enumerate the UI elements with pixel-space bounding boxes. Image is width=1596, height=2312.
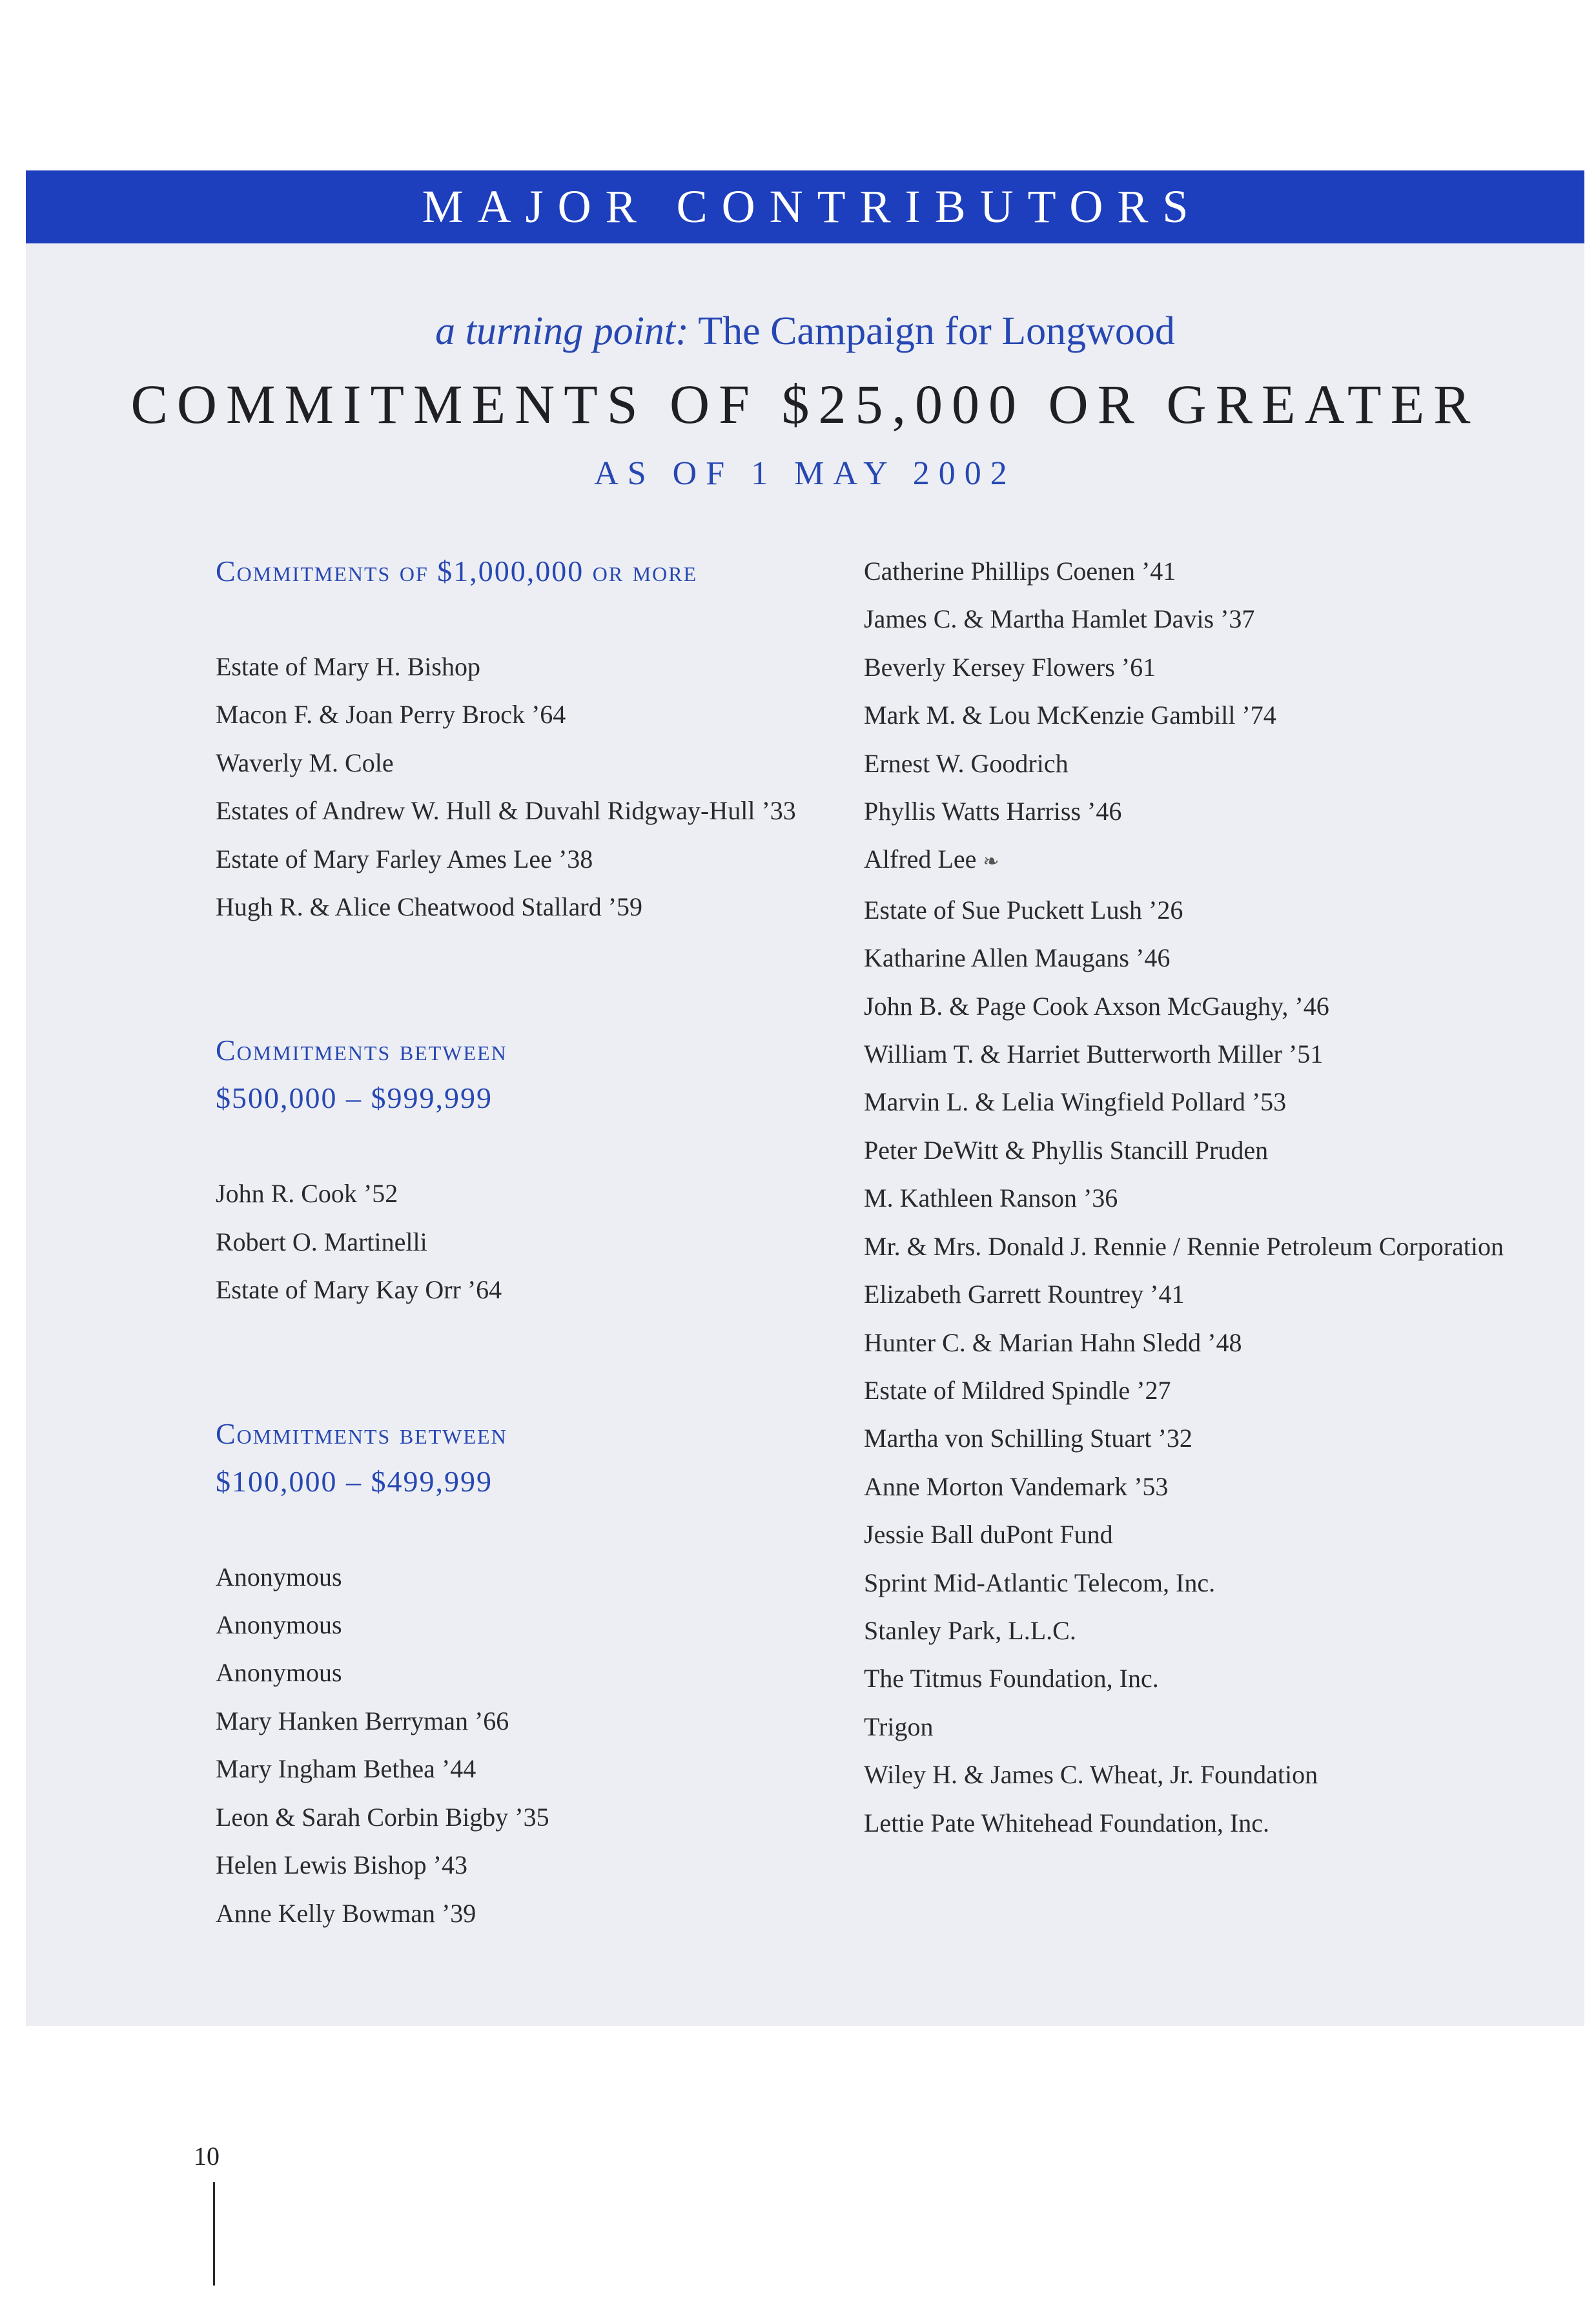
list-item: Mary Ingham Bethea ’44 [216,1754,476,1784]
list-item-text: Alfred Lee [864,844,977,874]
list-item: Anne Morton Vandemark ’53 [864,1471,1169,1501]
list-item: Elizabeth Garrett Rountrey ’41 [864,1280,1185,1309]
list-item: Hunter C. & Marian Hahn Sledd ’48 [864,1327,1242,1357]
list-item: John B. & Page Cook Axson McGaughy, ’46 [864,991,1329,1021]
list-item: Mary Hanken Berryman ’66 [216,1706,509,1735]
list-item: Sprint Mid-Atlantic Telecom, Inc. [864,1568,1216,1597]
list-item: Estate of Mary H. Bishop [216,652,480,681]
list-item: Catherine Phillips Coenen ’41 [864,557,1176,586]
as-of-date: AS OF 1 MAY 2002 [594,455,1016,492]
section-heading-line: Commitments between [216,1034,507,1067]
campaign-subtitle [26,309,1584,354]
section-heading-range: $100,000 – $499,999 [216,1464,493,1498]
leaf-ornament-icon: ❧ [983,851,999,873]
list-item: The Titmus Foundation, Inc. [864,1664,1159,1693]
list-item: M. Kathleen Ranson ’36 [864,1183,1118,1213]
list-item: Ernest W. Goodrich [864,748,1069,778]
banner-title: MAJOR CONTRIBUTORS [422,181,1203,232]
folio-rule [213,2182,215,2286]
list-item: Anonymous [216,1610,342,1640]
list-item: Estate of Mary Kay Orr ’64 [216,1275,502,1305]
list-item: Waverly M. Cole [216,748,394,777]
list-item [864,835,1581,886]
list-item: Estates of Andrew W. Hull & Duvahl Ridgway-Hull ’33 [216,796,796,826]
list-item: Estate of Mildred Spindle ’27 [864,1375,1171,1405]
section-banner [26,170,1584,243]
list-item: Mr. & Mrs. Donald J. Rennie / Rennie Petroleum Corporation [864,1231,1504,1261]
list-item: Katharine Allen Maugans ’46 [864,943,1171,973]
page-title: COMMITMENTS OF $25,000 OR GREATER [130,373,1480,435]
list-item: Beverly Kersey Flowers ’61 [864,652,1156,682]
list-item: Jessie Ball duPont Fund [864,1520,1113,1550]
page-number: 10 [194,2142,220,2171]
list-item: Marvin L. & Lelia Wingfield Pollard ’53 [864,1087,1287,1117]
list-item: Peter DeWitt & Phyllis Stancill Pruden [864,1135,1269,1165]
section-heading-line: Commitments between [216,1417,507,1450]
list-item: Wiley H. & James C. Wheat, Jr. Foundation [864,1760,1318,1790]
list-item: Lettie Pate Whitehead Foundation, Inc. [864,1808,1269,1837]
right-column [864,547,1581,1847]
list-item: Anonymous [216,1562,342,1591]
list-item: Anne Kelly Bowman ’39 [216,1898,476,1928]
list-item: Robert O. Martinelli [216,1227,427,1256]
subtitle-italic: a turning point: [435,309,689,353]
list-item: Phyllis Watts Harriss ’46 [864,797,1122,826]
left-column [216,547,835,1938]
list-item: Trigon [864,1712,934,1741]
list-item: James C. & Martha Hamlet Davis ’37 [864,604,1255,634]
section-heading-range: $500,000 – $999,999 [216,1081,493,1115]
section-heading-1m [216,547,835,595]
list-item: Mark M. & Lou McKenzie Gambill ’74 [864,701,1276,730]
section-heading-line: Commitments of $1,000,000 or more [216,555,698,588]
section-heading-100k [216,1410,835,1506]
list-item: William T. & Harriet Butterworth Miller ’51 [864,1039,1324,1069]
list-item: Anonymous [216,1658,342,1688]
list-item: John R. Cook ’52 [216,1179,398,1209]
list-item: Estate of Mary Farley Ames Lee ’38 [216,844,593,874]
subtitle-text: The Campaign for Longwood [688,309,1175,353]
list-item: Helen Lewis Bishop ’43 [216,1850,467,1880]
section-heading-500k [216,1027,835,1122]
list-item: Macon F. & Joan Perry Brock ’64 [216,700,566,730]
list-item: Estate of Sue Puckett Lush ’26 [864,895,1183,925]
list-item: Leon & Sarah Corbin Bigby ’35 [216,1802,549,1832]
list-item: Hugh R. & Alice Cheatwood Stallard ’59 [216,892,643,922]
list-item: Martha von Schilling Stuart ’32 [864,1424,1192,1453]
list-item: Stanley Park, L.L.C. [864,1615,1076,1645]
